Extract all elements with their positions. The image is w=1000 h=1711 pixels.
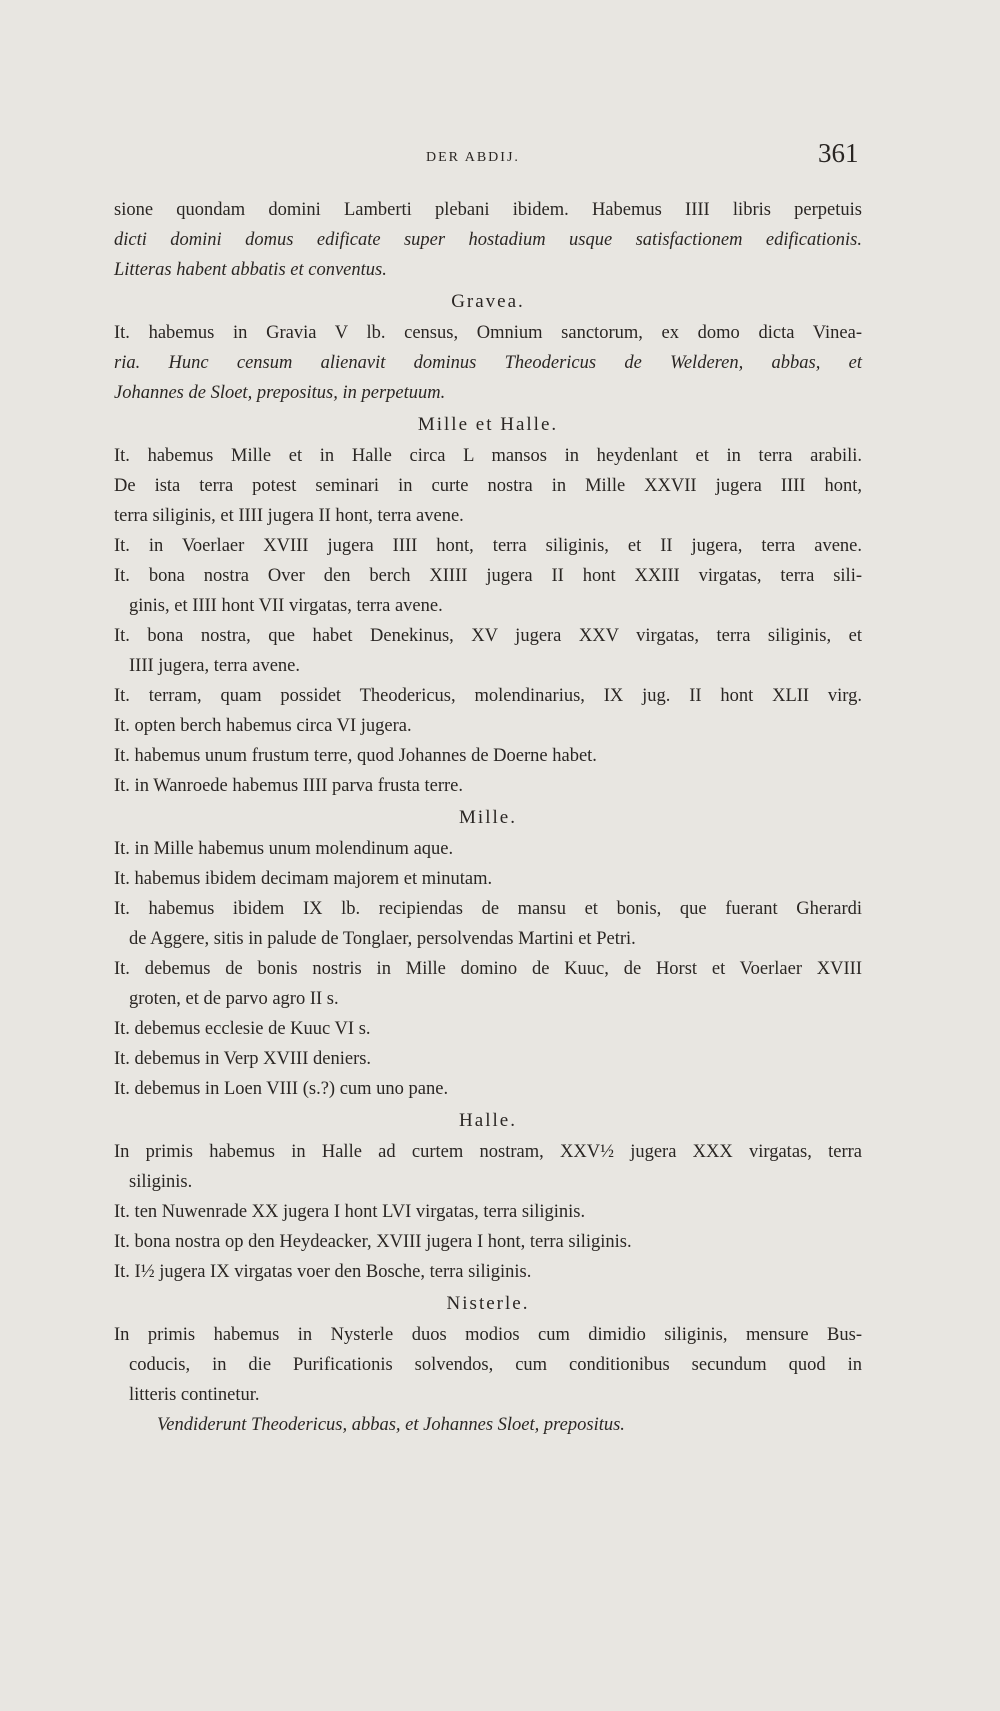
text-line: dicti domini domus edificate super hostadium usque satisfactionem edificationis. — [114, 230, 862, 250]
text-line: It. habemus in Gravia V lb. census, Omnium sanctorum, ex domo dicta Vinea- — [114, 323, 862, 343]
text-line: It. terram, quam possidet Theodericus, molendinarius, IX jug. II hont XLII virg. — [114, 686, 862, 706]
section-heading-mille-et-halle: Mille et Halle. — [417, 414, 559, 435]
text-line: It. bona nostra, que habet Denekinus, XV jugera XXV virgatas, terra siliginis, et — [114, 626, 862, 646]
text-line: De ista terra potest seminari in curte nostra in Mille XXVII jugera IIII hont, — [114, 476, 862, 496]
text-line: ria. Hunc censum alienavit dominus Theodericus de Welderen, abbas, et — [114, 353, 862, 373]
text-line: IIII jugera, terra avene. — [129, 656, 301, 676]
text-line: groten, et de parvo agro II s. — [129, 989, 339, 1009]
text-line: sione quondam domini Lamberti plebani ibidem. Habemus IIII libris perpetuis — [114, 200, 862, 220]
closing-note: Vendiderunt Theodericus, abbas, et Johannes Sloet, prepositus. — [157, 1415, 625, 1435]
text-line: de Aggere, sitis in palude de Tonglaer, persolvendas Martini et Petri. — [129, 929, 636, 949]
page-header — [0, 138, 1000, 178]
text-line: It. in Voerlaer XVIII jugera IIII hont, terra siliginis, et II jugera, terra avene. — [114, 536, 862, 556]
text-line: In primis habemus in Halle ad curtem nostram, XXV½ jugera XXX virgatas, terra — [114, 1142, 862, 1162]
text-line: It. habemus Mille et in Halle circa L mansos in heydenlant et in terra arabili. — [114, 446, 862, 466]
text-line: Litteras habent abbatis et conventus. — [114, 260, 387, 280]
text-line: It. bona nostra op den Heydeacker, XVIII jugera I hont, terra siliginis. — [114, 1232, 632, 1252]
text-line: ginis, et IIII hont VII virgatas, terra avene. — [129, 596, 443, 616]
text-line: coducis, in die Purificationis solvendos, cum conditionibus secundum quod in — [129, 1355, 862, 1375]
section-heading-mille: Mille. — [459, 807, 517, 828]
section-heading-nisterle: Nisterle. — [446, 1293, 530, 1314]
running-title: DER ABDIJ. — [426, 150, 520, 165]
text-line: siliginis. — [129, 1172, 193, 1192]
text-line: It. debemus in Loen VIII (s.?) cum uno pane. — [114, 1079, 449, 1099]
text-line: It. habemus unum frustum terre, quod Johannes de Doerne habet. — [114, 746, 597, 766]
section-heading-halle: Halle. — [459, 1110, 517, 1131]
text-line: Johannes de Sloet, prepositus, in perpetuum. — [114, 383, 446, 403]
text-line: It. ten Nuwenrade XX jugera I hont LVI virgatas, terra siliginis. — [114, 1202, 586, 1222]
text-line: In primis habemus in Nysterle duos modios cum dimidio siliginis, mensure Bus- — [114, 1325, 862, 1345]
text-line: It. debemus de bonis nostris in Mille domino de Kuuc, de Horst et Voerlaer XVIII — [114, 959, 862, 979]
text-line: It. in Wanroede habemus IIII parva frusta terre. — [114, 776, 463, 796]
text-line: It. in Mille habemus unum molendinum aque. — [114, 839, 454, 859]
text-line: It. opten berch habemus circa VI jugera. — [114, 716, 412, 736]
section-heading-gravea: Gravea. — [451, 291, 525, 312]
text-line: It. I½ jugera IX virgatas voer den Bosche, terra siliginis. — [114, 1262, 532, 1282]
text-line: It. bona nostra Over den berch XIIII jugera II hont XXIII virgatas, terra sili- — [114, 566, 862, 586]
text-line: It. habemus ibidem decimam majorem et minutam. — [114, 869, 493, 889]
text-line: It. habemus ibidem IX lb. recipiendas de mansu et bonis, que fuerant Gherardi — [114, 899, 862, 919]
text-line: It. debemus ecclesie de Kuuc VI s. — [114, 1019, 371, 1039]
text-line: It. debemus in Verp XVIII deniers. — [114, 1049, 372, 1069]
text-line: terra siliginis, et IIII jugera II hont, terra avene. — [114, 506, 464, 526]
page-number: 361 — [818, 138, 859, 168]
body-text — [114, 195, 862, 1440]
text-line: litteris continetur. — [129, 1385, 260, 1405]
